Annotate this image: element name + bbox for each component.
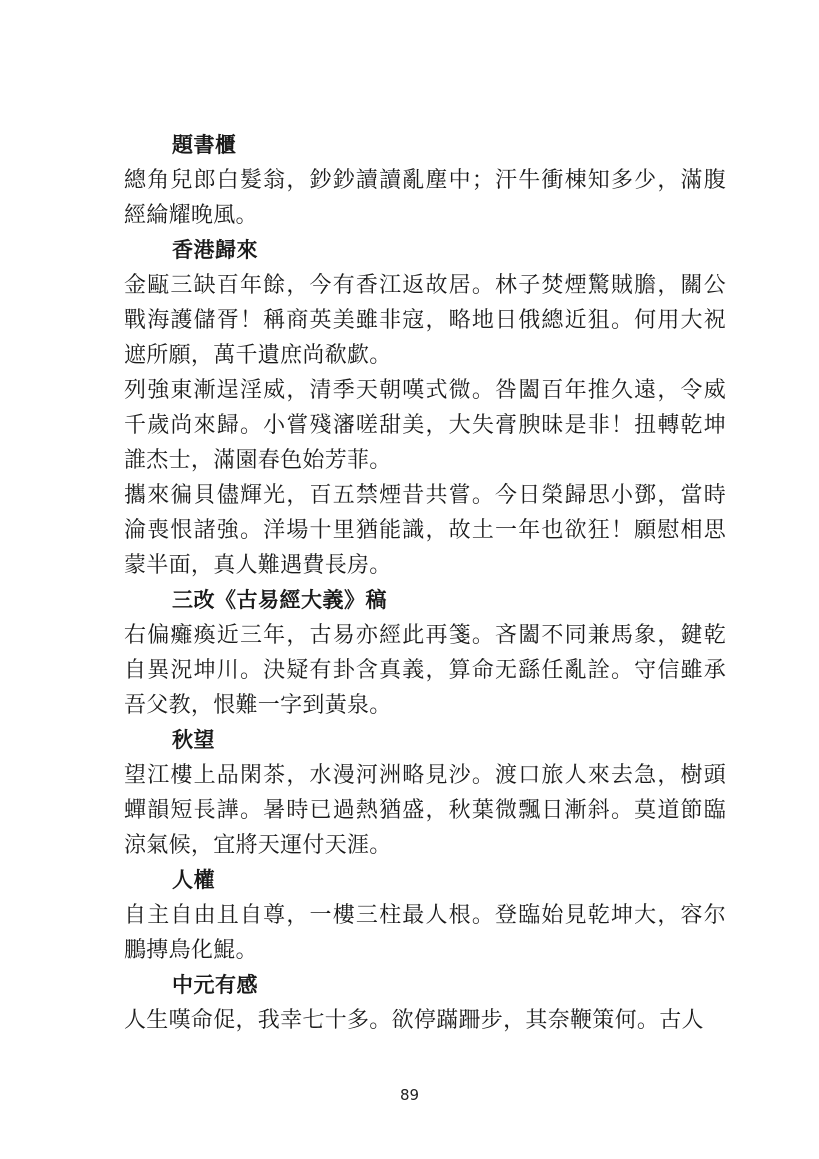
poem-title: 香港歸來 <box>172 238 258 262</box>
poem-text: 右偏癱瘓近三年，古易亦經此再箋。吝闔不同兼馬象，鍵乾自異況坤川。決疑有卦含真義，算命无繇任亂詮。守信雖承吾父教，恨難一字到黃泉。 <box>124 623 726 718</box>
poem-text: 總角兒郎白髮翁，鈔鈔讀讀亂塵中；汗牛衝棟知多少，滿腹經綸耀晚風。 <box>124 168 726 228</box>
poem-text: 攜來徧貝儘輝光，百五禁煙昔共嘗。今日榮歸思小鄧，當時淪喪恨諸強。洋場十里猶能識，故土一年也欲狂！願慰相思蒙半面，真人難遇費長房。 <box>124 483 726 578</box>
poem-title: 中元有感 <box>172 973 258 997</box>
poem-title: 三改《古易經大義》稿 <box>172 588 387 612</box>
poem-ti-shu-gui <box>124 128 726 233</box>
poem-text: 人生嘆命促，我幸七十多。欲停蹣跚步，其奈鞭策何。古人 <box>124 1008 704 1033</box>
poem-qiu-wang <box>124 723 726 863</box>
poem-zhongyuan-yougan <box>124 968 726 1038</box>
page-number: 89 <box>399 1086 420 1104</box>
poem-text: 望江樓上品閑茶，水漫河洲略見沙。渡口旅人來去急，樹頭蟬韻短長譁。暑時已過熱猶盛，秋葉微飄日漸斜。莫道節臨涼氣候，宜將天運付天涯。 <box>124 763 726 858</box>
poem-title: 人權 <box>172 868 215 892</box>
poem-xianggang-guilai <box>124 233 726 583</box>
poem-collection <box>124 128 726 1038</box>
poem-text: 列強東漸逞淫威，清季天朝嘆式微。咎闔百年推久遠，令威千歲尚來歸。小嘗殘瀋嗟甜美，大失膏腴昧是非！扭轉乾坤誰杰士，滿園春色始芳菲。 <box>124 378 726 473</box>
poem-ren-quan <box>124 863 726 968</box>
poem-text: 自主自由且自尊，一樓三柱最人根。登臨始見乾坤大，容尔鵬摶鳥化鯤。 <box>124 903 726 963</box>
poem-text: 金甌三缺百年餘，今有香江返故居。林子焚煙驚賊膽，關公戰海護儲胥！稱商英美雖非寇，略地日俄總近狙。何用大祝遮所願，萬千遺庶尚欷歔。 <box>124 273 726 368</box>
poem-san-gai-gao <box>124 583 726 723</box>
poem-title: 秋望 <box>172 728 215 752</box>
poem-title: 題書櫃 <box>172 133 237 157</box>
